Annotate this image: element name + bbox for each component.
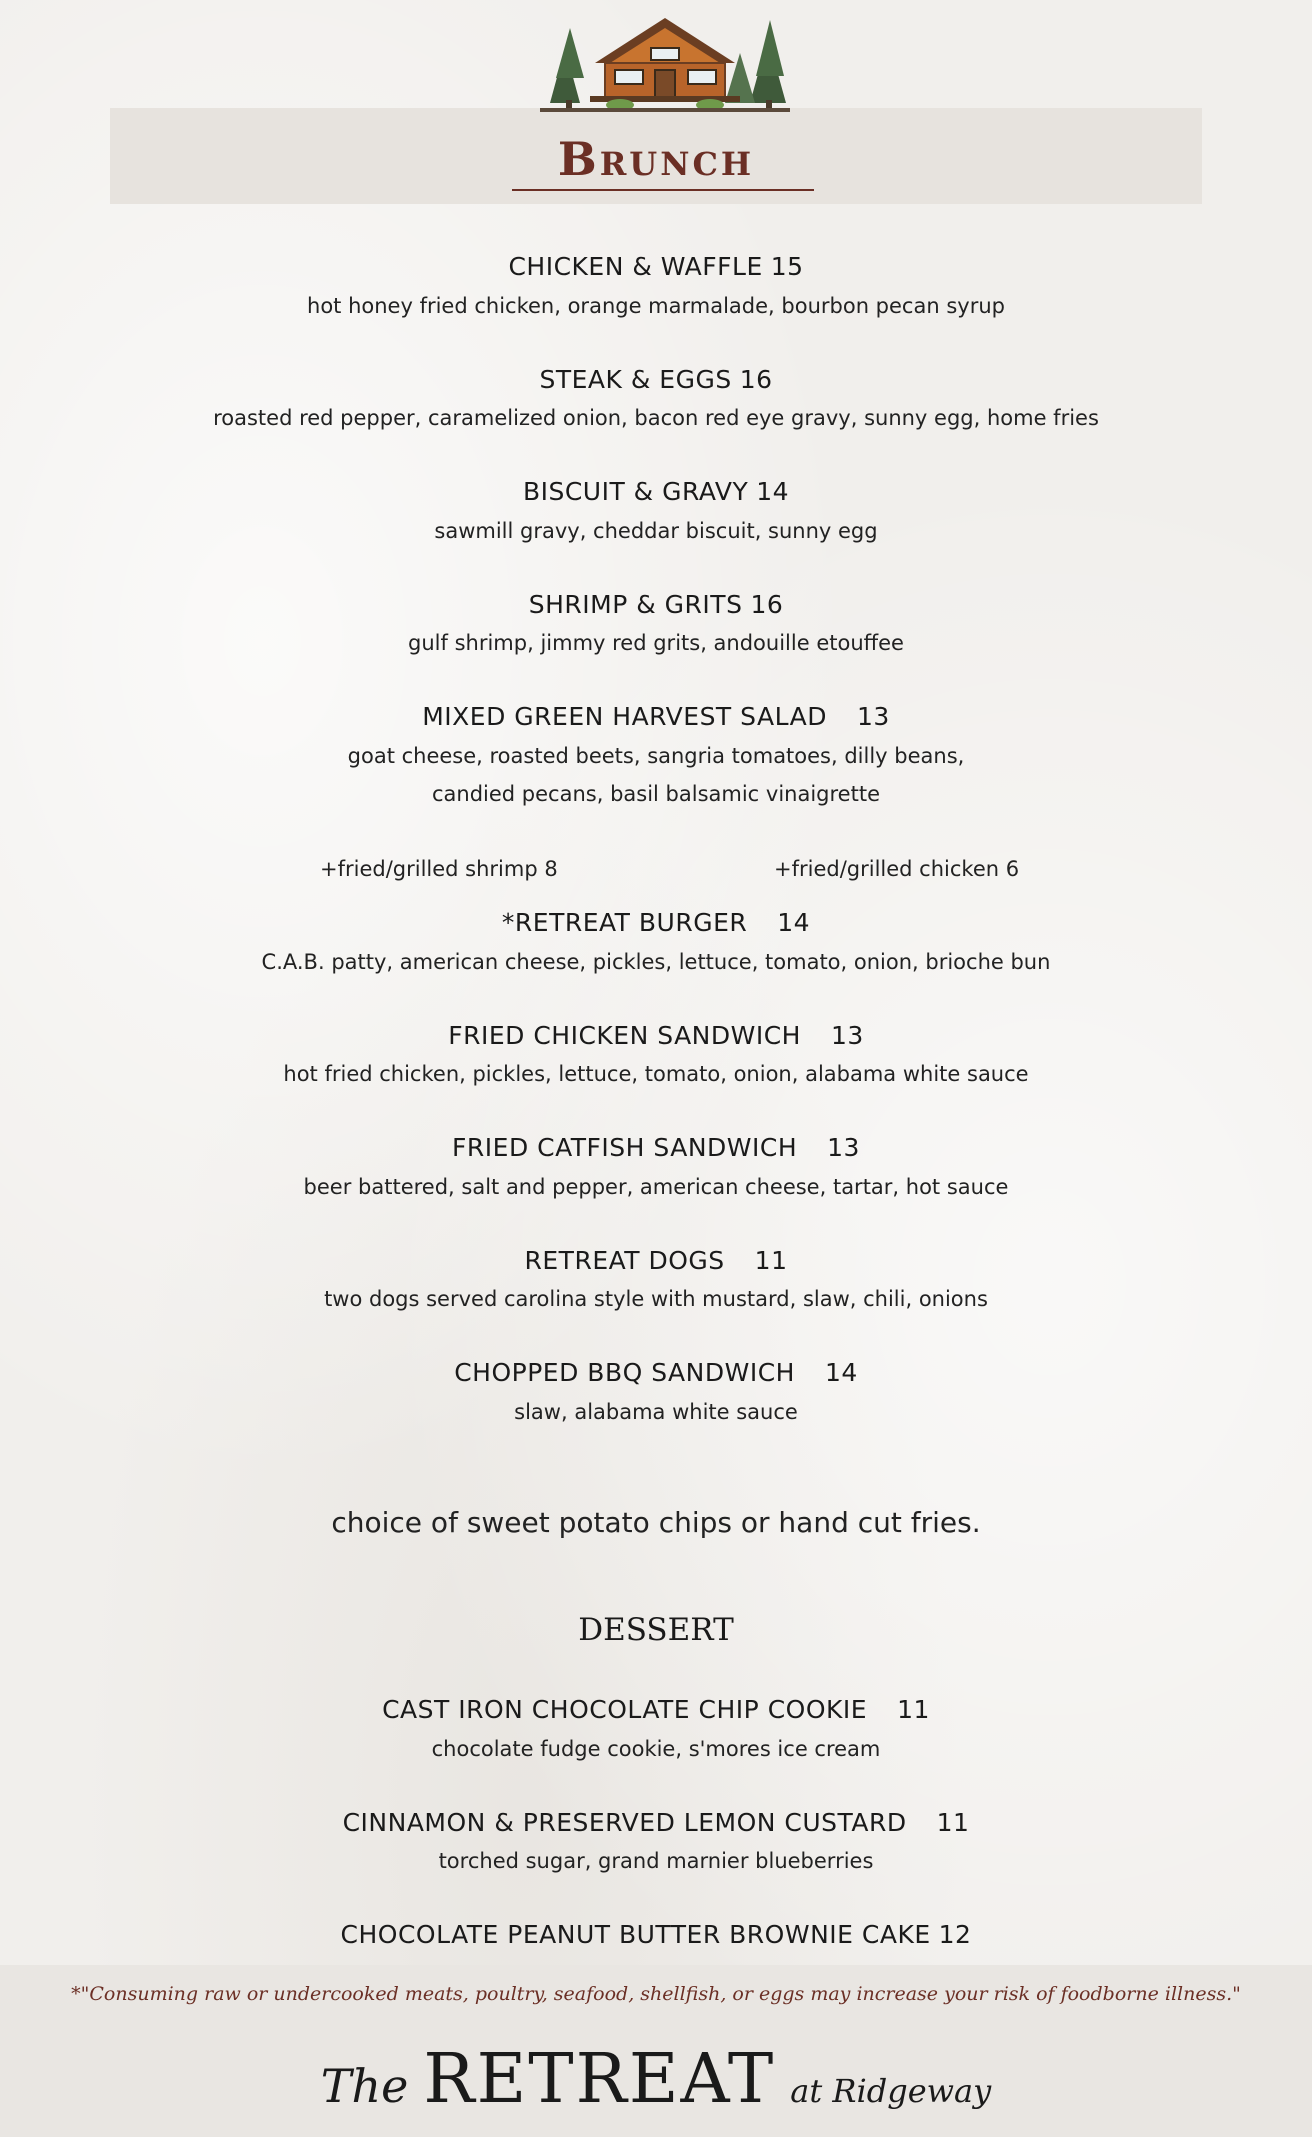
- menu-item-description: sawmill gravy, cheddar biscuit, sunny egg: [434, 519, 878, 543]
- menu-item-description: beer battered, salt and pepper, american cheese, tartar, hot sauce: [303, 1175, 1009, 1199]
- menu-item-description: slaw, alabama white sauce: [514, 1400, 798, 1424]
- menu-item-name: SHRIMP & GRITS 16: [528, 590, 784, 619]
- addon-chicken: +fried/grilled chicken 6: [774, 857, 1020, 881]
- dessert-item-description: torched sugar, grand marnier blueberries: [438, 1849, 874, 1873]
- menu-item-name: FRIED CHICKEN SANDWICH 13: [448, 1021, 864, 1050]
- brand-the: The: [320, 2059, 409, 2113]
- sides-note: choice of sweet potato chips or hand cut fries.: [331, 1506, 981, 1539]
- menu-item-description: hot fried chicken, pickles, lettuce, tomato, onion, alabama white sauce: [283, 1062, 1029, 1086]
- menu-item-name: RETREAT DOGS 11: [524, 1246, 788, 1275]
- page-title: Brunch: [557, 132, 755, 186]
- menu-item-description: hot honey fried chicken, orange marmalade, bourbon pecan syrup: [307, 294, 1005, 318]
- menu-item-description: goat cheese, roasted beets, sangria tomatoes, dilly beans,: [347, 744, 965, 768]
- brand-logo: [0, 2040, 1312, 2119]
- brand-name: RETREAT: [423, 2040, 776, 2119]
- menu-item-name: BISCUIT & GRAVY 14: [522, 477, 790, 506]
- dessert-item-description: chocolate fudge cookie, s'mores ice cream: [431, 1737, 881, 1761]
- menu-item-name: FRIED CATFISH SANDWICH 13: [452, 1133, 860, 1162]
- menu-item-name: *RETREAT BURGER 14: [501, 908, 811, 937]
- menu-item-name: CHICKEN & WAFFLE 15: [508, 252, 804, 281]
- menu-item-name: STEAK & EGGS 16: [539, 365, 773, 394]
- menu-item-description: roasted red pepper, caramelized onion, bacon red eye gravy, sunny egg, home fries: [213, 406, 1099, 430]
- dessert-heading: DESSERT: [578, 1612, 734, 1648]
- log-cabin-icon: [520, 8, 810, 116]
- food-safety-disclaimer: *"Consuming raw or undercooked meats, poultry, seafood, shellfish, or eggs may increase your risk of foodborne illness.": [71, 1983, 1241, 2005]
- addon-shrimp: +fried/grilled shrimp 8: [320, 857, 558, 881]
- menu-item-name: CHOPPED BBQ SANDWICH 14: [454, 1358, 858, 1387]
- brand-location: at Ridgeway: [790, 2072, 992, 2110]
- menu-item-name: MIXED GREEN HARVEST SALAD 13: [422, 702, 890, 731]
- menu-item-description: two dogs served carolina style with mustard, slaw, chili, onions: [324, 1287, 988, 1311]
- dessert-item-name: CHOCOLATE PEANUT BUTTER BROWNIE CAKE 12: [340, 1920, 972, 1949]
- dessert-item-name: CINNAMON & PRESERVED LEMON CUSTARD 11: [342, 1808, 970, 1837]
- menu-item-description-line2: candied pecans, basil balsamic vinaigrette: [431, 782, 880, 806]
- title-underline: [512, 189, 814, 191]
- menu-item-description: gulf shrimp, jimmy red grits, andouille etouffee: [408, 631, 904, 655]
- menu-item-description: C.A.B. patty, american cheese, pickles, lettuce, tomato, onion, brioche bun: [261, 950, 1051, 974]
- dessert-item-name: CAST IRON CHOCOLATE CHIP COOKIE 11: [382, 1695, 930, 1724]
